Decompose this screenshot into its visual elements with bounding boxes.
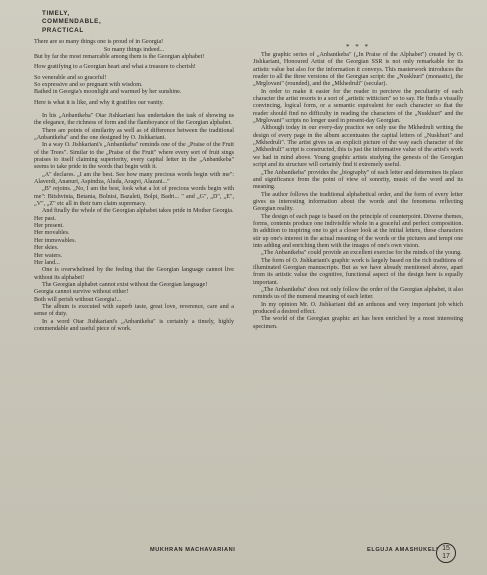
paragraph: And finally the whole of the Georgian alphabet takes pride in Mother Georgia. [42, 208, 234, 215]
paragraph: One is overwhelmed by the feeling that the Georgian language cannot live without its alphabet! [34, 267, 234, 281]
poem-line: So many things indeed... [103, 46, 165, 53]
paragraph: „A" declares. „I am the best. See how many precious words begin with me": Alaverdi, Ananuri, Aspindza, Aluda, Aragvi, Alazani..." [34, 171, 234, 186]
heading-line: COMMENDABLE, [42, 18, 102, 26]
poem-line: Her skies. [34, 245, 59, 252]
heading-line: PRACTICAL [42, 26, 84, 34]
paragraph: The graphic series of „Anbantkeba" („In Praise of the Alphabet") created by O. Jishkariani, Honoured Artist of the Georgian SSR is not only remarkable for its artistic value but also for the information it conveys. This masterwork introduces the reader to all the three versions of the Georgian script: the „Nuskhuri" (monastic), the „Mrglovani" (rounded), and the „Mkhedruli" (secular). [253, 52, 463, 88]
section-stars: * * * [346, 43, 370, 51]
poem-line: Her movables. [34, 230, 70, 237]
paragraph: „The Anbantkeba" provides the „biography" of each letter and determines its place and significance from the point of view of sonority, music of the word and its meaning. [253, 169, 463, 191]
page-number-bottom: 17 [442, 553, 450, 560]
poem-line: Here is what it is like, and why it gratifies our vanity. [34, 99, 164, 106]
poem-line: But by far the most remarcable among them is the Georgian alphabet! [34, 53, 205, 60]
paragraph: „B" rejoins. „No, I am the best, look what a lot of precious words begin with me": Bitshvinta, Betania, Bolnisi, Bazaleti, Bolpi, Badri... " and „G", „D", „E", „V", „Z" etc all in their turn claim supremacy. [34, 186, 234, 208]
paragraph: In his „Anbantkeba" Otar Jishkariani has undertaken the task of showing us the elegance, the richness of form and the flamboyance of the Georgian alphabet. [34, 112, 234, 127]
paragraph: The form of O. Jishkariani's graphic work is largely based on the rich traditions of illuminated Georgian manuscripts. But as we have already mentioned above, apart from its artistic value the cognitive, functional aspect of the design here is equally important. [253, 257, 463, 286]
paragraph: The author follows the traditional alphabetical order, and the form of every letter gives us interesting information about the words and the fenomena reflecting Georgian reality. [253, 191, 463, 213]
heading-line: TIMELY, [42, 10, 70, 17]
paragraph: „The Anbantkeba" could provide an excellent exercise for the minds of the young. [261, 250, 462, 257]
paragraph: The design of each page is based on the principle of counterpoint. Diverse themes, forms, contents produce one indivisible whole in a graceful and perfect composition. In addition to inspiring one to get a closer look at the initial letters, these characters stir up one's interest in the actual meaning of the words or the pictures and tempt one into adding and enriching them with the images of one's own vision. [253, 213, 463, 249]
paragraph: The album is executed with superb taste, great love, reverence, care and a sense of duty. [34, 303, 234, 318]
paragraph: In order to make it easier for the reader to percieve the peculiarity of each character the artist resorts to a sort of „artistic witticism" so to say. He finds a visually convincing, logical form, or a semantic equivalent for each character so that the reader should find no difficulty in reading the characters of the „Nuskhuri" and the „Mrglovani" scripts no longer used in present-day Georgian. [253, 88, 463, 125]
right-column [253, 43, 463, 331]
page-number-top: 15 [442, 545, 450, 552]
author-signature-right: ELGUJA AMASHUKELI [367, 547, 439, 553]
paragraph: The world of the Georgian graphic art has been enriched by a most interesting specimen. [253, 316, 463, 330]
poem-line: So expressive and so pregnant with wisdom. [34, 81, 143, 88]
paragraph: Georgia cannot survive without either! [34, 289, 129, 296]
poem-line: Her land... [34, 259, 60, 266]
paragraph: In a way O. Jishkariani's „Anbantkeba" reminds one of the „Praise of the Fruit of the Trees". Similar to the „Praise of the Fruit" where every sort of fruit sings praises to itself claiming superiority, every capital letter in the „Anbantkeba" seems to take pride in the words that begin with it. [34, 142, 234, 171]
author-signature-left: MUKHRAN MACHAVARIANI [150, 547, 236, 553]
poem-line: So venerable and so graceful! [34, 74, 107, 81]
poem-line: There are so many things one is proud of in Georgia! [34, 39, 164, 46]
left-column [34, 10, 234, 333]
poem-line: Her immovables. [34, 237, 76, 244]
paragraph: The Georgian alphabet cannot exist without the Georgian language! [42, 281, 208, 288]
poem-line: Her present. [34, 223, 64, 230]
poem-line: Bathed in Georgia's moonlight and warmed by her sunshine. [34, 89, 182, 96]
article-heading [42, 10, 234, 35]
paragraph: In a word Otar Jishkariani's „Anbantkeba" is certainly a timely, highly commendable and useful piece of work. [34, 318, 234, 332]
poem-line: Her waters. [34, 252, 63, 259]
poem-line: How gratifying to a Georgian heart and what a treasure to cherish! [34, 64, 196, 71]
paragraph: There are points of similarity as well as of difference between the traditional „Anbantkeba" and the one designed by O. Jishkariani. [34, 127, 234, 141]
page-number-badge [436, 543, 456, 563]
paragraph: „The Anbantkeba" does not only follow the order of the Georgian alphabet, it also reminds us of the numeral meaning of each letter. [253, 287, 463, 301]
poem-line: Her past. [34, 215, 56, 222]
paragraph: In my opinion Mr. O. Jishkariani did an arduous and very important job which produced a desired effect. [253, 301, 463, 316]
paragraph: Both will perish without Georgia!... [34, 296, 122, 303]
paragraph: Although today in our every-day practice we only use the Mkhedruli writing the design of every page in the album accentuates the capital letters of „Nuskhuri" and „Mkhedruli". The artist gives us an explicit picture of the way each character of the „Mkhedruli" script is constructed, this is just the informative value of the artist's work we had in mind above. Young graphic artists studying the genesis of the Georgian script and its structure will certainly find it extremely useful. [253, 125, 463, 169]
